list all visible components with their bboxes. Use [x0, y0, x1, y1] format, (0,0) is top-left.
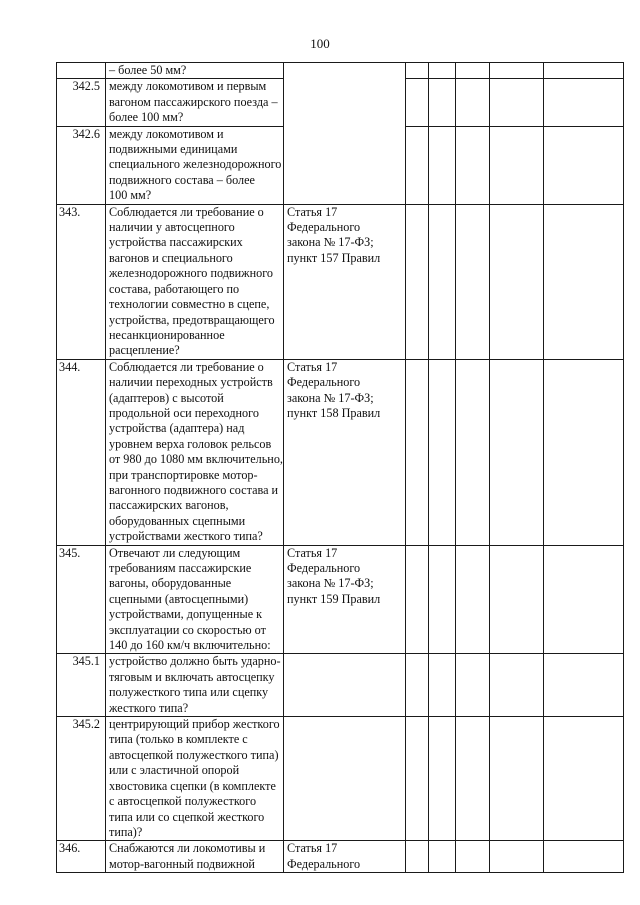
question-line: центрирующий прибор жесткого: [109, 717, 280, 732]
answer-cell[interactable]: [429, 204, 456, 359]
reference-line: Федерального: [287, 561, 361, 575]
item-number-cell: 345.2: [57, 717, 106, 841]
answer-cell[interactable]: [544, 126, 624, 204]
question-line: продольной оси переходного: [109, 405, 259, 420]
question-line: устройствами, допущенные к: [109, 607, 263, 622]
question-line: при транспортировке мотор-: [109, 467, 258, 482]
reference-cell: [284, 204, 406, 359]
question-line: жесткого типа?: [109, 700, 189, 715]
question-line: вагоном пассажирского поезда –: [109, 94, 278, 109]
question-line: 100 мм?: [109, 188, 152, 203]
answer-cell[interactable]: [490, 204, 544, 359]
question-line: состава, работающего по: [109, 281, 240, 296]
answer-cell[interactable]: [544, 63, 624, 79]
item-number-cell: [57, 63, 106, 79]
answer-cell[interactable]: [429, 545, 456, 654]
answer-cell[interactable]: [406, 63, 429, 79]
question-line: Снабжаются ли локомотивы и: [109, 841, 266, 856]
reference-line: пункт 157 Правил: [287, 250, 381, 265]
checklist-table: [56, 62, 624, 873]
answer-cell[interactable]: [429, 841, 456, 873]
item-number-cell: 346.: [57, 841, 106, 873]
reference-line: закона № 17-ФЗ;: [287, 390, 374, 405]
answer-cell[interactable]: [456, 545, 490, 654]
question-line: автосцепкой полужесткого типа): [109, 747, 279, 762]
answer-cell[interactable]: [490, 841, 544, 873]
answer-cell[interactable]: [406, 654, 429, 717]
question-line: вагонов и специального: [109, 250, 233, 265]
reference-cell: [284, 545, 406, 654]
question-line: устройства, предотвращающего: [109, 312, 275, 327]
question-line: оборудованных сцепными: [109, 513, 246, 528]
question-line: уровнем верха головок рельсов: [109, 436, 272, 451]
question-cell: [106, 126, 284, 204]
answer-cell[interactable]: [544, 359, 624, 545]
item-number-cell: 345.: [57, 545, 106, 654]
answer-cell[interactable]: [456, 717, 490, 841]
answer-cell[interactable]: [490, 359, 544, 545]
answer-cell[interactable]: [429, 717, 456, 841]
reference-line: закона № 17-ФЗ;: [287, 576, 374, 591]
reference-line: Статья 17: [287, 545, 338, 560]
answer-cell[interactable]: [490, 545, 544, 654]
answer-cell[interactable]: [456, 79, 490, 126]
reference-line: Федерального: [287, 856, 361, 871]
item-number-cell: 343.: [57, 204, 106, 359]
question-line: типа (только в комплекте с: [109, 732, 248, 747]
question-line: требованиям пассажирские: [109, 561, 252, 575]
answer-cell[interactable]: [406, 126, 429, 204]
question-line: пассажирских вагонов,: [109, 498, 229, 513]
reference-cell: [284, 359, 406, 545]
reference-cell: [284, 717, 406, 841]
reference-cell: [284, 654, 406, 717]
question-line: типа или со сцепкой жесткого: [109, 809, 265, 824]
question-line: полужесткого типа или сцепку: [109, 685, 269, 700]
answer-cell[interactable]: [429, 654, 456, 717]
question-line: типа)?: [109, 824, 143, 839]
answer-cell[interactable]: [406, 204, 429, 359]
question-line: подвижными единицами: [109, 142, 238, 157]
reference-cell: [284, 841, 406, 873]
reference-line: Статья 17: [287, 204, 338, 219]
answer-cell[interactable]: [406, 717, 429, 841]
table-row: [57, 545, 624, 654]
answer-cell[interactable]: [429, 126, 456, 204]
question-line: тяговым и включать автосцепку: [109, 669, 275, 684]
answer-cell[interactable]: [429, 359, 456, 545]
table-row: [57, 654, 624, 717]
table-row: [57, 359, 624, 545]
item-number-cell: 342.5: [57, 79, 106, 126]
question-line: расцепление?: [109, 343, 180, 358]
question-line: технологии совместно в сцепе,: [109, 297, 270, 312]
question-line: Соблюдается ли требование о: [109, 359, 264, 374]
table-row: [57, 63, 624, 79]
item-number-cell: 344.: [57, 359, 106, 545]
question-cell: [106, 717, 284, 841]
question-cell: [106, 359, 284, 545]
page-number: 100: [310, 36, 330, 51]
question-cell: [106, 654, 284, 717]
question-line: (адаптеров) с высотой: [109, 390, 224, 405]
question-line: подвижного состава – более: [109, 172, 255, 187]
question-cell: [106, 204, 284, 359]
question-line: железнодорожного подвижного: [109, 266, 274, 281]
question-line: устройство должно быть ударно-: [109, 654, 281, 669]
answer-cell[interactable]: [406, 545, 429, 654]
reference-line: Федерального: [287, 375, 361, 390]
answer-cell[interactable]: [490, 126, 544, 204]
answer-cell[interactable]: [456, 126, 490, 204]
question-line: между локомотивом и первым: [109, 79, 267, 94]
answer-cell[interactable]: [490, 717, 544, 841]
question-line: более 100 мм?: [109, 110, 184, 125]
question-line: устройства пассажирских: [109, 235, 243, 250]
question-line: несанкционированное: [109, 327, 225, 342]
table-row: [57, 204, 624, 359]
answer-cell[interactable]: [429, 63, 456, 79]
question-line: или с эластичной опорой: [109, 763, 240, 778]
reference-line: закона № 17-ФЗ;: [287, 235, 374, 250]
item-number-cell: 342.6: [57, 126, 106, 204]
answer-cell[interactable]: [544, 654, 624, 717]
answer-cell[interactable]: [456, 654, 490, 717]
question-line: вагонного подвижного состава и: [109, 482, 279, 497]
question-cell: [106, 841, 284, 873]
reference-cell: [284, 63, 406, 205]
item-number-cell: 345.1: [57, 654, 106, 717]
question-line: между локомотивом и: [109, 126, 224, 141]
table-row: [57, 717, 624, 841]
question-line: – более 50 мм?: [109, 63, 187, 77]
reference-line: пункт 159 Правил: [287, 591, 381, 606]
question-line: наличии у автосцепного: [109, 220, 235, 235]
question-line: мотор-вагонный подвижной: [109, 856, 255, 871]
answer-cell[interactable]: [544, 204, 624, 359]
question-cell: [106, 545, 284, 654]
question-cell: [106, 63, 284, 79]
question-line: эксплуатации со скоростью от: [109, 622, 266, 637]
answer-cell[interactable]: [544, 545, 624, 654]
reference-line: пункт 158 Правил: [287, 405, 381, 420]
question-line: хвостовика сцепки (в комплекте: [109, 778, 276, 793]
answer-cell[interactable]: [456, 841, 490, 873]
question-line: 140 до 160 км/ч включительно:: [109, 638, 271, 653]
reference-line: Федерального: [287, 220, 361, 235]
answer-cell[interactable]: [490, 63, 544, 79]
reference-line: Статья 17: [287, 841, 338, 856]
question-line: Соблюдается ли требование о: [109, 204, 264, 219]
answer-cell[interactable]: [429, 79, 456, 126]
answer-cell[interactable]: [456, 63, 490, 79]
answer-cell[interactable]: [456, 359, 490, 545]
answer-cell[interactable]: [544, 79, 624, 126]
question-line: с автосцепкой полужесткого: [109, 794, 257, 809]
answer-cell[interactable]: [544, 717, 624, 841]
answer-cell[interactable]: [490, 654, 544, 717]
question-line: сцепными (автосцепными): [109, 591, 249, 606]
answer-cell[interactable]: [406, 359, 429, 545]
question-line: вагоны, оборудованные: [109, 576, 232, 591]
question-line: специального железнодорожного: [109, 157, 282, 172]
question-line: устройствами жесткого типа?: [109, 529, 263, 544]
table-row: [57, 841, 624, 873]
answer-cell[interactable]: [456, 204, 490, 359]
answer-cell[interactable]: [544, 841, 624, 873]
question-line: Отвечают ли следующим: [109, 545, 241, 560]
question-line: от 980 до 1080 мм включительно,: [109, 452, 283, 467]
answer-cell[interactable]: [406, 841, 429, 873]
answer-cell[interactable]: [406, 79, 429, 126]
reference-line: Статья 17: [287, 359, 338, 374]
question-line: устройства (адаптера) над: [109, 421, 245, 436]
answer-cell[interactable]: [490, 79, 544, 126]
question-cell: [106, 79, 284, 126]
question-line: наличии переходных устройств: [109, 375, 273, 390]
